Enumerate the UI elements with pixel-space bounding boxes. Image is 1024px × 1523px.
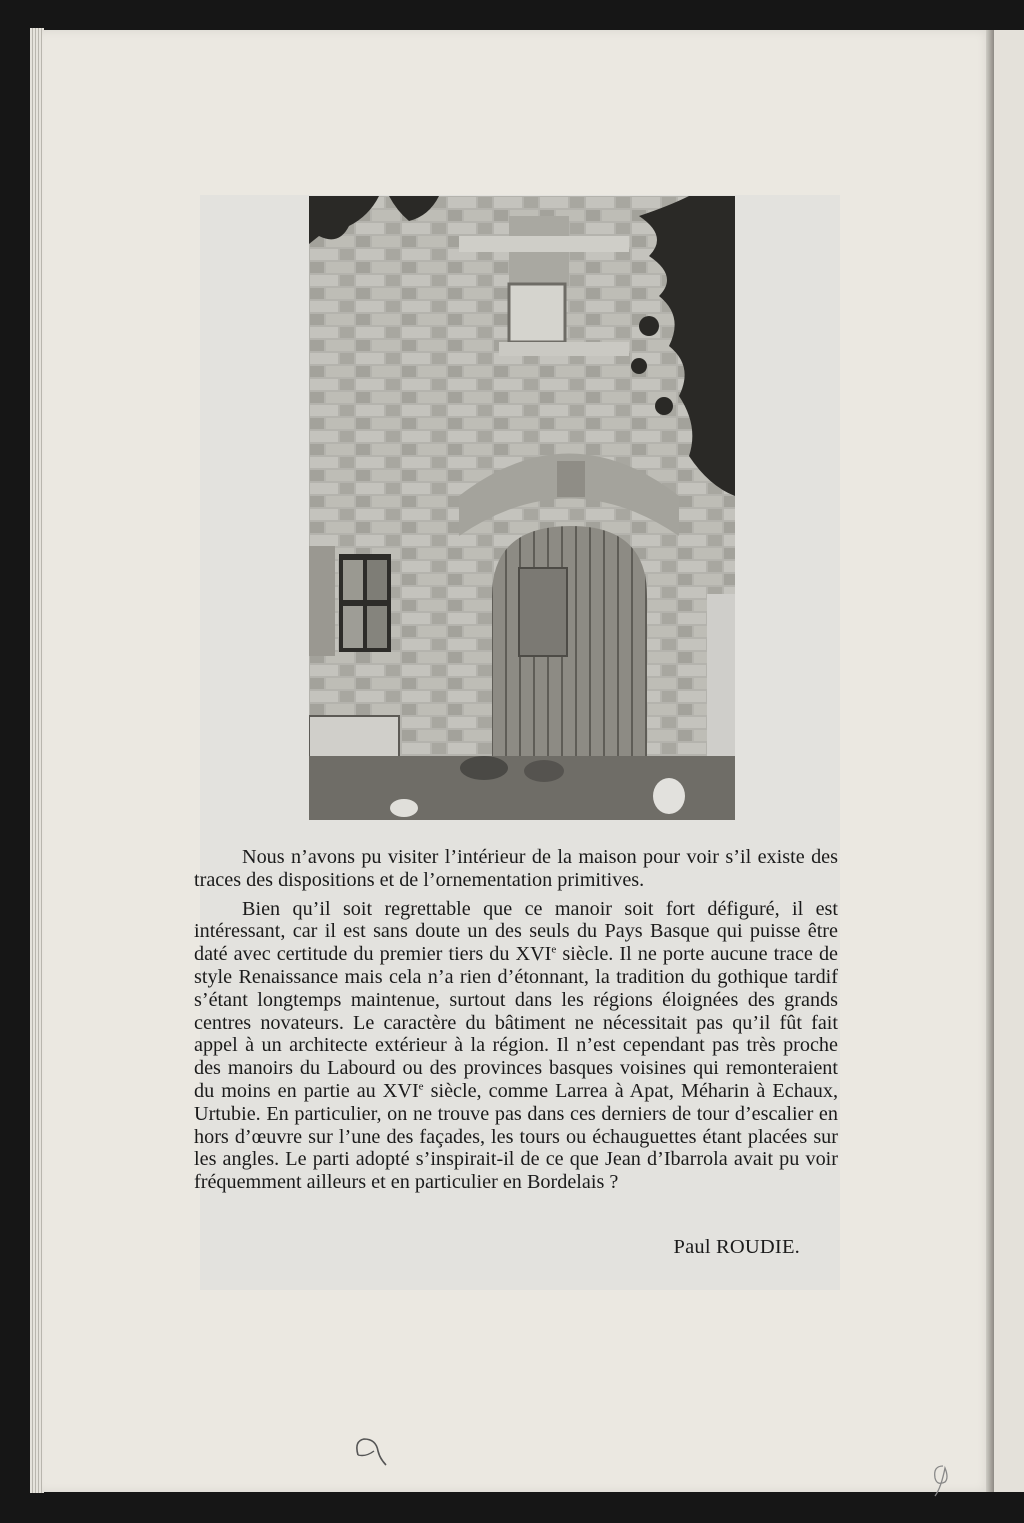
facing-page-edge — [994, 30, 1024, 1492]
paragraph-2-part-b: siècle. Il ne porte aucune trace de style Renaissance mais cela n’a rien d’étonnant, la tradition du gothique tardif s’étant longtemps maintenue, surtout dans les régions éloignées des grands centres novateurs. Le caractère du bâtiment ne nécessitait pas qu’il fût fait appel à un architecte extérieur à la région. Il n’est cependant pas très proche des manoirs du Labourd ou des provinces basques voisines qui remonteraient du moins en partie au XVI — [194, 943, 838, 1102]
paragraph-2-part-a: Bien qu’il soit regrettable que ce manoir soit fort défiguré, il est intéressant, car il est sans doute un des seuls du Pays Basque qui puisse être daté avec certitude du premier tiers du XVI — [194, 897, 838, 966]
paragraph-2 — [194, 898, 838, 1194]
paragraph-1: Nous n’avons pu visiter l’intérieur de la maison pour voir s’il existe des traces des dispositions et de l’ornementation primitives. — [194, 846, 838, 891]
pencil-page-number-icon — [925, 1460, 955, 1500]
manor-doorway-photo — [309, 196, 735, 820]
pencil-mark-icon — [350, 1425, 394, 1471]
century-superscript-2: e — [418, 1080, 424, 1093]
article-text — [194, 846, 838, 1200]
paragraph-2-part-c: siècle, comme Larrea à Apat, Méharin à Echaux, Urtubie. En particulier, on ne trouve pas dans ces derniers de tour d’escalier en hors d’œuvre sur l’une des façades, les tours ou échauguettes étant placées sur les angles. Le parti adopté s’inspirait-il de ce que Jean d’Ibarrola avait pu voir fréquemment ailleurs et en particulier en Bordelais ? — [194, 1079, 838, 1194]
book-gutter — [986, 30, 994, 1492]
author-signature: Paul ROUDIE. — [673, 1236, 800, 1258]
century-superscript-1: e — [551, 943, 557, 956]
photo-illustration — [309, 196, 735, 820]
